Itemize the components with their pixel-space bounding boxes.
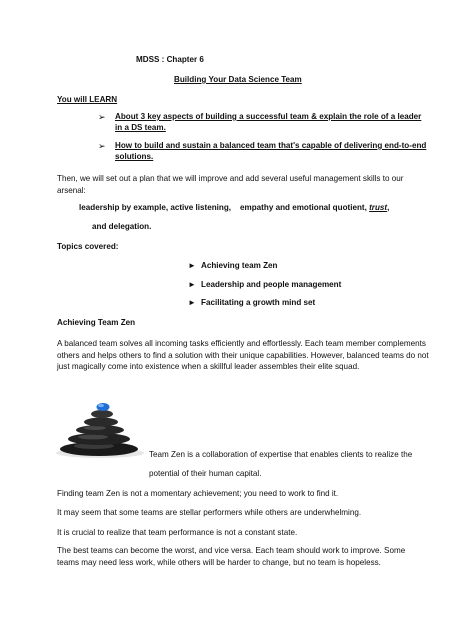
learn-bullet-text: How to build and sustain a balanced team that's capable of delivering end-to-end solutions.: [115, 141, 427, 161]
topic-label: Facilitating a growth mind set: [201, 298, 316, 307]
skills-comma: ,: [387, 203, 390, 212]
learn-bullet: [98, 112, 428, 136]
course-chapter-label: MDSS : Chapter 6: [136, 55, 204, 64]
zen-definition-line-2: potential of their human capital.: [149, 469, 262, 478]
page-title: Building Your Data Science Team: [174, 75, 302, 84]
learn-bullet-text: About 3 key aspects of building a successful team & explain the role of a leader in a DS team.: [115, 112, 422, 132]
paragraph-finding-zen: Finding team Zen is not a momentary achievement; you need to work to find it.: [57, 489, 339, 498]
section-heading: Achieving Team Zen: [57, 318, 136, 327]
zen-definition-line: Team Zen is a collaboration of expertise that enables clients to realize the: [149, 450, 413, 459]
right-triangle-icon: ►: [188, 261, 196, 270]
topic-label: Leadership and people management: [201, 280, 342, 289]
paragraph-best-teams: The best teams can become the worst, and vice versa. Each team should work to improve. Some teams may need less work, while others will be harder to change, but no team is hopeless.: [57, 546, 406, 567]
trust-emphasis: trust: [369, 203, 388, 212]
skills-line-2: and delegation.: [92, 222, 152, 231]
learn-heading: You will LEARN: [57, 95, 118, 104]
stacked-zen-stones-image: [54, 397, 146, 459]
skills-text: leadership by example, active listening, empathy and emotional quotient,: [79, 203, 370, 212]
right-arrow-bullet-icon: ➢: [98, 112, 106, 122]
right-triangle-icon: ►: [188, 298, 196, 307]
paragraph-performance-state: It is crucial to realize that team performance is not a constant state.: [57, 528, 298, 537]
right-arrow-bullet-icon: ➢: [98, 141, 106, 151]
paragraph-stellar-teams: It may seem that some teams are stellar performers while others are underwhelming.: [57, 508, 362, 517]
topics-heading: Topics covered:: [57, 242, 119, 251]
right-triangle-icon: ►: [188, 280, 196, 289]
intro-paragraph: Then, we will set out a plan that we will improve and add several useful management skills to our arsenal:: [57, 174, 404, 195]
skills-line: [79, 203, 389, 213]
section-paragraph: A balanced team solves all incoming tasks efficiently and effortlessly. Each team member complements others and helps others to find a solution with their unique capabilities. However, balanced teams do not just magically come into existence when a skillful leader assembles their elite squad.: [57, 339, 429, 372]
topic-label: Achieving team Zen: [201, 261, 278, 270]
learn-bullet: [98, 141, 428, 165]
